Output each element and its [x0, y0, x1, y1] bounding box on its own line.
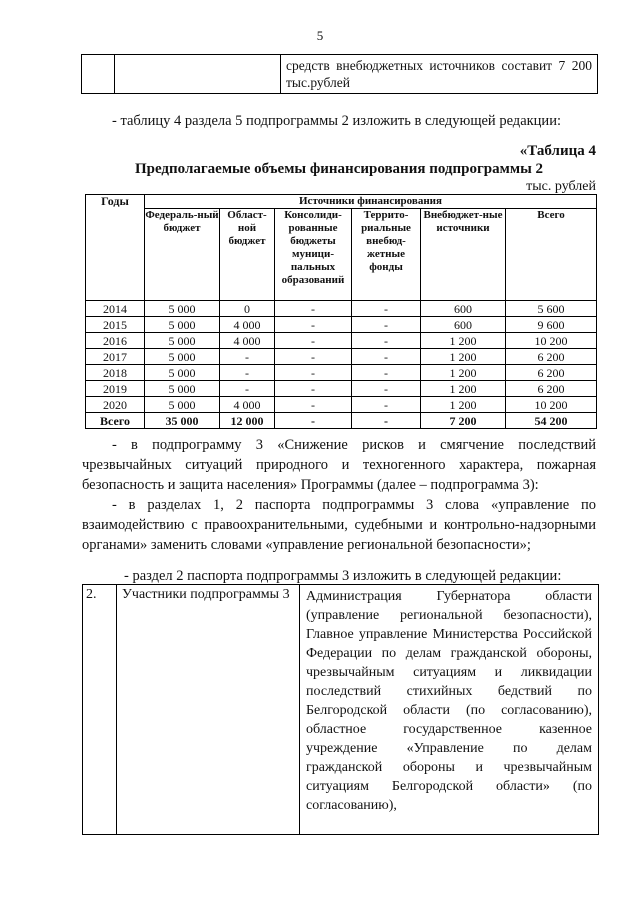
participants-number: 2.	[83, 585, 117, 835]
table-cell: -	[352, 365, 421, 381]
table-cell: 5 000	[145, 397, 220, 413]
table-cell: -	[275, 365, 352, 381]
table-cell: 6 200	[506, 349, 597, 365]
table-row	[86, 317, 597, 333]
cell-year: 2015	[86, 317, 145, 333]
table-cell: -	[275, 349, 352, 365]
cell-year: 2016	[86, 333, 145, 349]
table-cell: 35 000	[145, 413, 220, 429]
units-label: тыс. рублей	[526, 179, 596, 194]
table-cell: 54 200	[506, 413, 597, 429]
table-cell: -	[352, 317, 421, 333]
table-cell: -	[352, 349, 421, 365]
participants-table	[82, 584, 599, 835]
table-title: Предполагаемые объемы финансирования подпрограммы 2	[134, 161, 544, 177]
cell-year: 2019	[86, 381, 145, 397]
table-row	[86, 365, 597, 381]
table-cell: 4 000	[220, 333, 275, 349]
table-cell: 600	[421, 301, 506, 317]
table-cell: 5 000	[145, 365, 220, 381]
cell-year: 2014	[86, 301, 145, 317]
paragraph-table-instruction: - таблицу 4 раздела 5 подпрограммы 2 изложить в следующей редакции:	[112, 113, 561, 129]
header-total: Всего	[506, 209, 597, 301]
table-cell: -	[352, 301, 421, 317]
top-table-cell-text: средств внебюджетных источников составит 7 200 тыс.рублей	[281, 55, 598, 94]
financing-table	[85, 194, 597, 429]
table-row	[86, 333, 597, 349]
table-cell: -	[275, 413, 352, 429]
table-cell: 5 000	[145, 317, 220, 333]
top-table-cell-2	[115, 55, 281, 94]
table-cell: -	[275, 397, 352, 413]
table-cell: -	[352, 381, 421, 397]
table-cell: -	[352, 397, 421, 413]
table-cell: -	[275, 317, 352, 333]
cell-year: 2017	[86, 349, 145, 365]
table-cell: -	[220, 349, 275, 365]
table-cell: 1 200	[421, 349, 506, 365]
page-number: 5	[316, 28, 324, 43]
table-cell: 4 000	[220, 317, 275, 333]
header-federal: Федераль-ный бюджет	[145, 209, 220, 301]
table-cell: -	[352, 413, 421, 429]
table-cell: 5 600	[506, 301, 597, 317]
cell-year: 2018	[86, 365, 145, 381]
table-cell: 10 200	[506, 397, 597, 413]
header-extrabudgetary: Внебюджет-ные источники	[421, 209, 506, 301]
table-cell: 0	[220, 301, 275, 317]
table-cell: 5 000	[145, 333, 220, 349]
paragraph-sections-replace: - в разделах 1, 2 паспорта подпрограммы 3 слова «управление по взаимодействию с правоохранительными, судебными и контрольно-надзорными органами» заменить словами «управление региональной безопасности»;	[82, 497, 596, 553]
table-cell: 1 200	[421, 381, 506, 397]
participants-text: Администрация Губернатора области (управление региональной безопасности), Главное управление Министерства Российской Федерации по делам гражданской обороны, чрезвычайным ситуациям и ликвидации последствий стихийных бедствий по Белгородской области (по согласованию), областное государственное казенное учреждение «Управление по делам гражданской обороны и чрезвычайным ситуациям Белгородской области» (по согласованию),	[300, 585, 599, 835]
header-territorial-funds: Террито-риальные внебюд-жетные фонды	[352, 209, 421, 301]
paragraph-subprogram-3: - в подпрограмму 3 «Снижение рисков и смягчение последствий чрезвычайных ситуаций природного и техногенного характера, пожарная безопасность и защита населения» Программы (далее – подпрограмма 3):	[82, 437, 596, 493]
table-row	[86, 349, 597, 365]
table-cell: 10 200	[506, 333, 597, 349]
header-sources: Источники финансирования	[145, 195, 597, 209]
table-cell: 6 200	[506, 365, 597, 381]
cell-year: Всего	[86, 413, 145, 429]
table-cell: -	[275, 381, 352, 397]
cell-year: 2020	[86, 397, 145, 413]
table-cell: 1 200	[421, 397, 506, 413]
participants-label: Участники подпрограммы 3	[117, 585, 300, 835]
table-row	[86, 381, 597, 397]
header-municipal: Консолиди-рованные бюджеты муници-пальных образований	[275, 209, 352, 301]
table-cell: -	[220, 365, 275, 381]
table-cell: 5 000	[145, 381, 220, 397]
top-table	[81, 54, 598, 94]
table-row	[86, 301, 597, 317]
header-regional: Област-ной бюджет	[220, 209, 275, 301]
top-table-cell-1	[82, 55, 115, 94]
paragraph-section-2-edit: - раздел 2 паспорта подпрограммы 3 изложить в следующей редакции:	[124, 568, 562, 584]
table-cell: -	[220, 381, 275, 397]
header-years: Годы	[86, 195, 145, 301]
table-cell: 4 000	[220, 397, 275, 413]
table-cell: 7 200	[421, 413, 506, 429]
table-cell: -	[275, 301, 352, 317]
table-cell: 12 000	[220, 413, 275, 429]
table-cell: -	[275, 333, 352, 349]
table-cell: 1 200	[421, 333, 506, 349]
table-cell: 600	[421, 317, 506, 333]
table-cell: 5 000	[145, 349, 220, 365]
table-cell: 9 600	[506, 317, 597, 333]
table-cell: -	[352, 333, 421, 349]
table-total-row	[86, 413, 597, 429]
table-cell: 1 200	[421, 365, 506, 381]
table-cell: 5 000	[145, 301, 220, 317]
table-label: «Таблица 4	[519, 143, 596, 159]
table-cell: 6 200	[506, 381, 597, 397]
table-row	[86, 397, 597, 413]
